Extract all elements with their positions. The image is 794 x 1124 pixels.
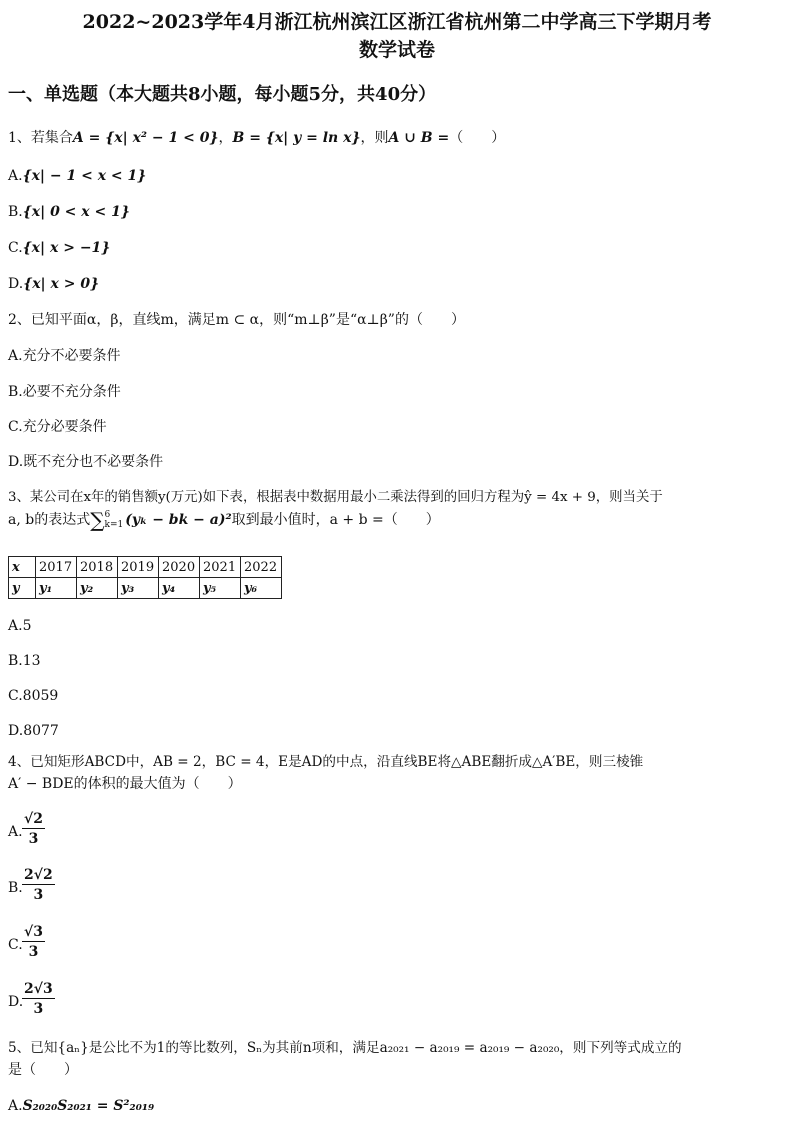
- table-cell: y₆: [241, 578, 282, 599]
- option-text: 必要不充分条件: [22, 384, 121, 400]
- q4-option-c-fraction[interactable]: [22, 923, 45, 962]
- q4-option-d-label[interactable]: D.: [8, 994, 24, 1010]
- option-text: 5: [22, 618, 32, 634]
- q1-tail-pre: ，则: [360, 130, 389, 146]
- table-cell: 2022: [241, 557, 282, 578]
- q3-line2-post: 取到最小值时，a + b =（ ）: [231, 512, 440, 528]
- q1-expr: A ∪ B =: [388, 130, 450, 146]
- table-cell: y₂: [77, 578, 118, 599]
- option-label: B.: [8, 653, 23, 669]
- option-label: C.: [8, 240, 23, 256]
- exam-title-line2: 数学试卷: [358, 39, 435, 61]
- q2-option-c[interactable]: [8, 417, 107, 437]
- option-text: 8059: [22, 688, 59, 704]
- option-label: D.: [8, 276, 24, 292]
- table-row: [9, 578, 282, 599]
- table-cell: y₅: [200, 578, 241, 599]
- question-4-line2: A′ − BDE的体积的最大值为（ ）: [8, 776, 242, 792]
- q2-option-d[interactable]: [8, 452, 163, 472]
- q1-option-c[interactable]: [8, 238, 110, 258]
- q4-option-a-fraction[interactable]: [22, 810, 45, 849]
- question-5-line2: 是（ ）: [8, 1062, 78, 1078]
- fraction-denominator: 3: [33, 1001, 44, 1017]
- q2-option-a[interactable]: [8, 346, 121, 366]
- option-label: A.: [8, 168, 23, 184]
- option-label: C.: [8, 688, 23, 704]
- option-label: C.: [8, 419, 23, 435]
- q3-line2-pre: a, b的表达式: [8, 512, 91, 528]
- q1-option-a[interactable]: [8, 166, 146, 186]
- q2-option-b[interactable]: [8, 382, 121, 402]
- option-label: B.: [8, 204, 23, 220]
- question-3-line2: [8, 510, 440, 530]
- q1-set-a: A = {x| x² − 1 < 0}: [72, 130, 219, 146]
- option-text: {x| x > −1}: [22, 240, 111, 256]
- question-4-line1: 4、已知矩形ABCD中，AB = 2，BC = 4，E是AD的中点，沿直线BE将△ABE翻折成△A′BE，则三棱锥: [8, 754, 644, 770]
- q1-set-b: B = {x| y = ln x}: [232, 130, 361, 146]
- table-cell: x: [9, 557, 36, 578]
- option-text: {x| 0 < x < 1}: [22, 204, 130, 220]
- question-2: 2、已知平面α，β，直线m，满足m ⊂ α，则“m⊥β”是“α⊥β”的（ ）: [8, 312, 465, 328]
- option-text: {x| x > 0}: [23, 276, 100, 292]
- q3-option-d[interactable]: [8, 721, 59, 741]
- table-cell: y₄: [159, 578, 200, 599]
- table-row: [9, 557, 282, 578]
- sum-limits: [105, 510, 124, 530]
- q4-option-d-fraction[interactable]: [22, 980, 55, 1019]
- q4-option-a-label[interactable]: A.: [8, 824, 23, 840]
- fraction-numerator: 2√2: [24, 867, 53, 883]
- question-3-line1: 3、某公司在x年的销售额y(万元)如下表，根据表中数据用最小二乘法得到的回归方程为ŷ = 4x + 9，则当关于: [8, 490, 663, 505]
- table-cell: 2019: [118, 557, 159, 578]
- option-text: 充分不必要条件: [22, 348, 121, 364]
- sigma-icon: ∑: [90, 508, 105, 532]
- table-cell: y₁: [36, 578, 77, 599]
- table-cell: 2017: [36, 557, 77, 578]
- q3-option-a[interactable]: [8, 616, 31, 636]
- q1-prefix: 1、若集合: [8, 130, 73, 146]
- exam-title-line1: 2022~2023学年4月浙江杭州滨江区浙江省杭州第二中学高三下学期月考: [82, 11, 712, 33]
- table-cell: y: [9, 578, 36, 599]
- fraction-denominator: 3: [28, 831, 39, 847]
- option-label: D.: [8, 454, 24, 470]
- fraction-denominator: 3: [33, 887, 44, 903]
- option-text: {x| − 1 < x < 1}: [22, 168, 147, 184]
- fraction-numerator: √2: [24, 811, 43, 827]
- section-heading: 一、单选题（本大题共8小题，每小题5分，共40分）: [8, 84, 437, 105]
- q4-option-b-fraction[interactable]: [22, 866, 55, 905]
- sum-expression: (yₖ − bk − a)²: [125, 512, 232, 528]
- table-cell: 2021: [200, 557, 241, 578]
- option-text: S₂₀₂₀S₂₀₂₁ = S²₂₀₁₉: [22, 1098, 155, 1114]
- q1-option-d[interactable]: [8, 274, 99, 294]
- option-text: 既不充分也不必要条件: [23, 454, 164, 470]
- question-5-line1: 5、已知{aₙ}是公比不为1的等比数列，Sₙ为其前n项和，满足a₂₀₂₁ − a₂₀₁₉ = a₂₀₁₉ − a₂₀₂₀，则下列等式成立的: [8, 1040, 682, 1056]
- table-cell: y₃: [118, 578, 159, 599]
- sum-upper: 6: [104, 510, 111, 520]
- option-label: A.: [8, 348, 23, 364]
- q1-comma: ，: [218, 130, 233, 146]
- fraction-numerator: √3: [24, 924, 43, 940]
- fraction-numerator: 2√3: [24, 981, 53, 997]
- sum-lower: k=1: [104, 520, 124, 530]
- q5-option-a[interactable]: [8, 1096, 154, 1116]
- q3-option-b[interactable]: [8, 651, 41, 671]
- option-text: 8077: [23, 723, 59, 739]
- option-text: 13: [22, 653, 41, 669]
- q1-option-b[interactable]: [8, 202, 130, 222]
- fraction-denominator: 3: [28, 944, 39, 960]
- q3-option-c[interactable]: [8, 686, 58, 706]
- q4-option-c-label[interactable]: C.: [8, 937, 23, 953]
- option-label: A.: [8, 1098, 23, 1114]
- option-text: 充分必要条件: [22, 419, 107, 435]
- q1-paren: （ ）: [449, 130, 506, 146]
- table-cell: 2018: [77, 557, 118, 578]
- option-label: B.: [8, 384, 23, 400]
- option-label: A.: [8, 618, 23, 634]
- option-label: D.: [8, 723, 24, 739]
- table-cell: 2020: [159, 557, 200, 578]
- sales-table: [8, 556, 282, 599]
- q4-option-b-label[interactable]: B.: [8, 880, 23, 896]
- question-1: [8, 128, 505, 148]
